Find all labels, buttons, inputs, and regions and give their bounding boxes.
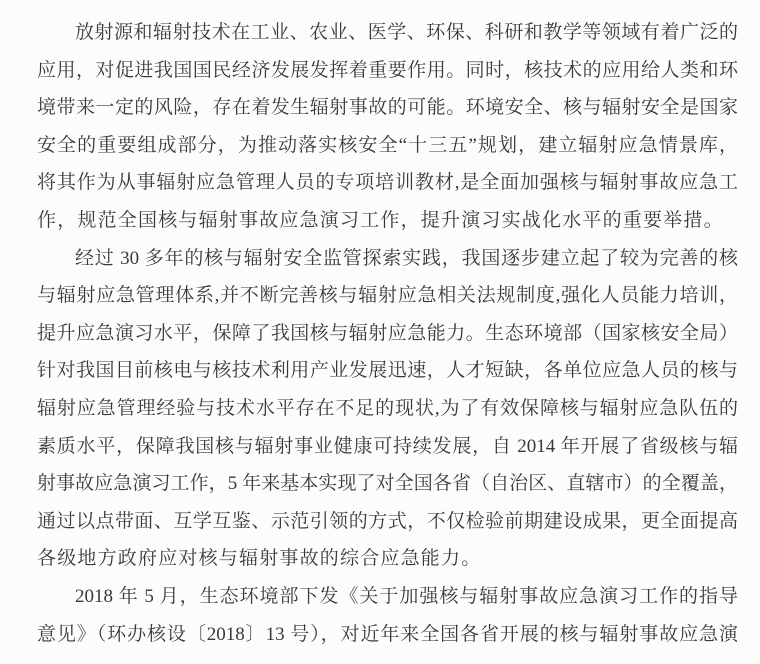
text-line: 安全的重要组成部分，为推动落实核安全“十三五”规划，建立辐射应急情景库，: [37, 134, 738, 156]
text-line: 通过以点带面、互学互鉴、示范引领的方式，不仅检验前期建设成果，更全面提高: [37, 510, 738, 532]
document-body: [37, 14, 738, 653]
text-line: 针对我国目前核电与核技术利用产业发展迅速，人才短缺，各单位应急人员的核与: [37, 360, 738, 382]
text-line: 意见》（环办核设〔2018〕13 号），对近年来全国各省开展的核与辐射事故应急演: [37, 623, 738, 645]
paragraph: [37, 14, 738, 240]
text-line: 作，规范全国核与辐射事故应急演习工作，提升演习实战化水平的重要举措。: [37, 209, 724, 231]
text-line: 应用，对促进我国国民经济发展发挥着重要作用。同时，核技术的应用给人类和环: [37, 59, 738, 81]
paragraph: [37, 240, 738, 578]
text-line: 提升应急演习水平，保障了我国核与辐射应急能力。生态环境部（国家核安全局）: [37, 322, 738, 344]
text-line: 各级地方政府应对核与辐射事故的综合应急能力。: [37, 548, 482, 570]
text-line: 境带来一定的风险，存在着发生辐射事故的可能。环境安全、核与辐射安全是国家: [37, 97, 738, 119]
text-line: 素质水平，保障我国核与辐射事业健康可持续发展，自 2014 年开展了省级核与辐: [37, 435, 738, 457]
text-line: 将其作为从事辐射应急管理人员的专项培训教材,是全面加强核与辐射事故应急工: [37, 172, 738, 194]
text-line: 射事故应急演习工作，5 年来基本实现了对全国各省（自治区、直辖市）的全覆盖，: [37, 473, 738, 495]
text-line: 放射源和辐射技术在工业、农业、医学、环保、科研和教学等领域有着广泛的: [75, 22, 738, 43]
text-line: 与辐射应急管理体系,并不断完善核与辐射应急相关法规制度,强化人员能力培训，: [37, 285, 738, 307]
text-line: 辐射应急管理经验与技术水平存在不足的现状,为了有效保障核与辐射应急队伍的: [37, 397, 738, 419]
text-line: 经过 30 多年的核与辐射安全监管探索实践，我国逐步建立起了较为完善的核: [75, 247, 738, 269]
text-line: 2018 年 5 月，生态环境部下发《关于加强核与辐射事故应急演习工作的指导: [75, 585, 738, 607]
paragraph: [37, 578, 738, 653]
